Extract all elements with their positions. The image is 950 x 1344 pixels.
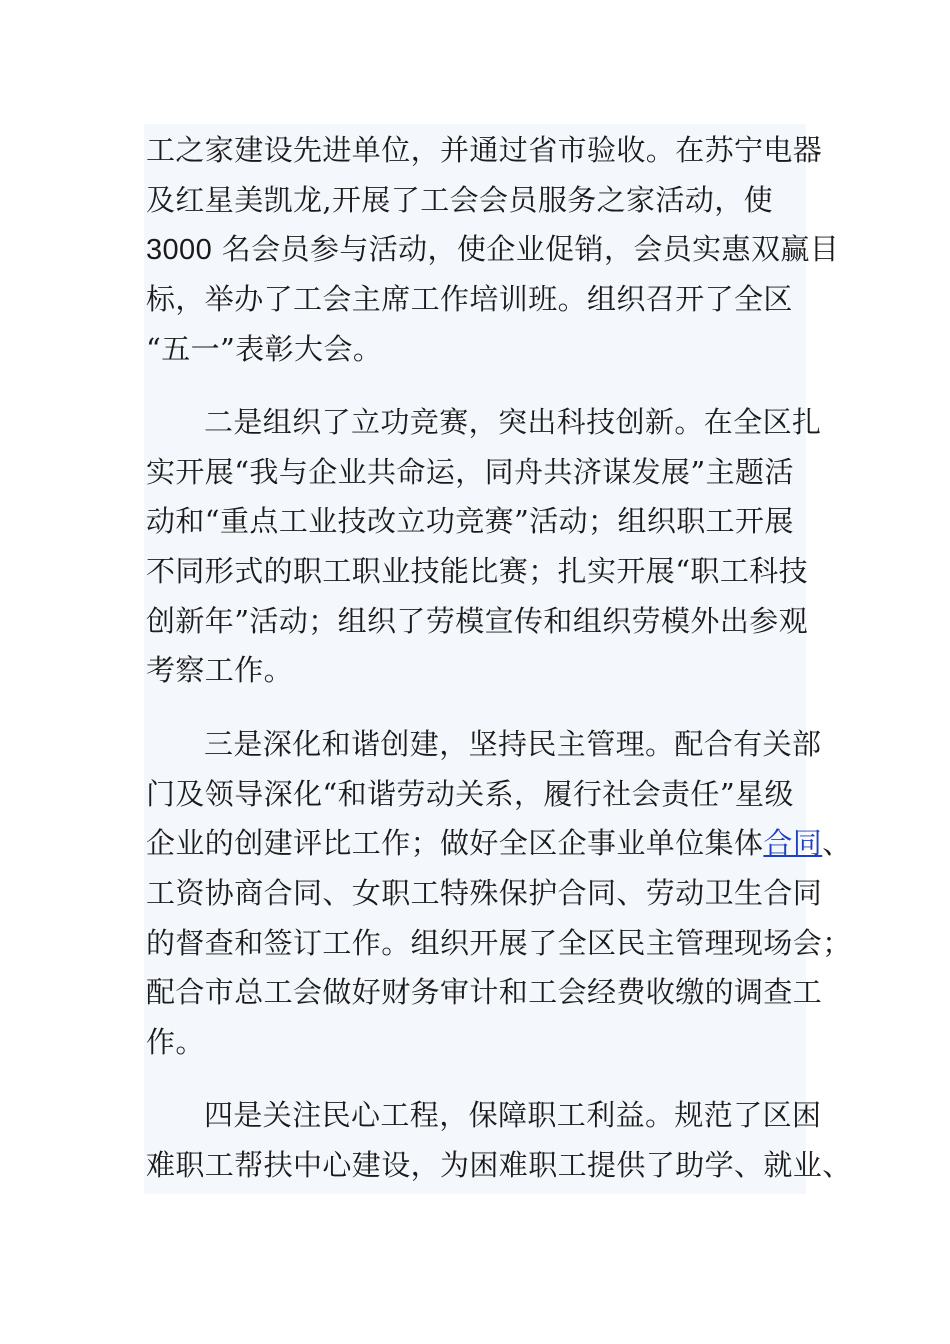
text-line: 作。	[146, 1025, 205, 1060]
text-line: 实开展“我与企业共命运，同舟共济谋发展”主题活	[146, 454, 794, 489]
text-line-before: 企业的创建评比工作；做好全区企事业单位集体	[146, 826, 764, 861]
text-line: 难职工帮扶中心建设，为困难职工提供了助学、就业、	[146, 1147, 852, 1182]
text-line: 工之家建设先进单位，并通过省市验收。在苏宁电器	[146, 133, 823, 167]
text-line: 不同形式的职工职业技能比赛；扎实开展“职工科技	[146, 554, 809, 589]
text-line: 工资协商合同、女职工特殊保护合同、劳动卫生合同	[146, 876, 823, 911]
text-line-rest: 名会员参与活动，使企业促销，会员实惠双赢目	[212, 232, 840, 267]
contract-link[interactable]: 合同	[763, 826, 823, 861]
paragraph-4	[146, 1091, 852, 1190]
text-line	[146, 225, 840, 275]
text-line: 及红星美凯龙,开展了工会会员服务之家活动，使	[146, 182, 774, 217]
text-line: “五一”表彰大会。	[146, 331, 383, 366]
paragraph-2	[146, 398, 826, 696]
text-line: 考察工作。	[146, 653, 294, 688]
text-line: 的督查和签订工作。组织开展了全区民主管理现场会；	[146, 925, 852, 960]
text-line: 二是组织了立功竞赛，突出科技创新。在全区扎	[204, 405, 822, 439]
text-line: 门及领导深化“和谐劳动关系，履行社会责任”星级	[146, 776, 794, 811]
text-line: 标，举办了工会主席工作培训班。组织召开了全区	[146, 282, 793, 317]
paragraph-1	[146, 126, 840, 374]
text-line: 创新年”活动；组织了劳模宣传和组织劳模外出参观	[146, 603, 809, 638]
text-line-after: 、	[822, 826, 852, 861]
member-count: 3000	[146, 234, 213, 267]
text-line: 四是关注民心工程，保障职工利益。规范了区困	[204, 1098, 822, 1132]
text-line: 三是深化和谐创建，坚持民主管理。配合有关部	[204, 727, 822, 761]
text-line	[146, 819, 852, 869]
text-line: 配合市总工会做好财务审计和工会经费收缴的调查工	[146, 975, 823, 1010]
text-line: 动和“重点工业技改立功竞赛”活动；组织职工开展	[146, 504, 794, 539]
paragraph-3	[146, 720, 852, 1068]
